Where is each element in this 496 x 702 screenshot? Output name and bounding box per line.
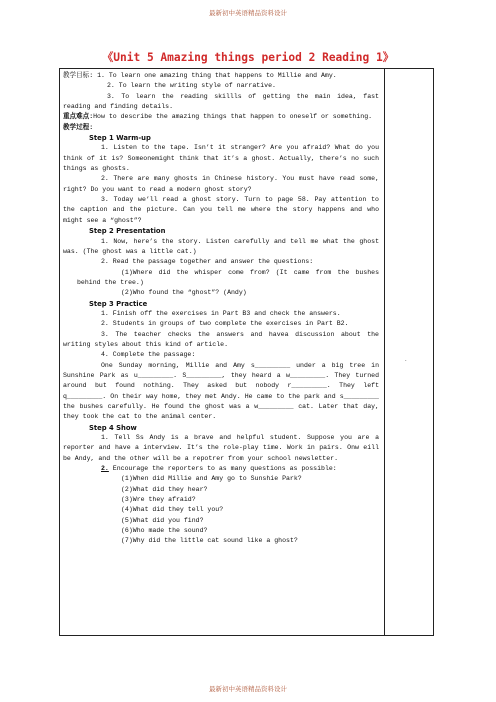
step3-item-2: 2. Students in groups of two complete the exercises in Part B2.	[101, 320, 349, 328]
step4-question-4: (4)What did they tell you?	[121, 506, 224, 514]
page-footer: 最新初中英语精品资料设计	[209, 685, 287, 693]
step3-item-4: 4. Complete the passage:	[101, 351, 196, 359]
step3-passage: One Sunday morning, Millie and Amy s_________ under a big tree in Sunshine Park as u_________. S_________, they heard a w_________. They turned around but found nothing. They asked but nobody r_________. They left q_________. On their way home, they met Andy. He came to the park and s_________ the bushes carefully. He found the ghost was a w_________ cat. Later that day, they took the cat to the animal center.	[63, 361, 379, 421]
step4-question-3: (3)Wre they afraid?	[121, 496, 196, 504]
step2-para-1: 1. Now, here’s the story. Listen carefully and tell me what the ghost was. (The ghost was a little cat.)	[63, 237, 379, 255]
lesson-plan-content	[63, 71, 379, 547]
page-header: 最新初中英语精品资料设计	[209, 9, 287, 17]
objectives-item-2: 2. To learn the writing style of narrative.	[107, 82, 276, 90]
objectives-item-1: 教学目标: 1. To learn one amazing thing that happens to Millie and Amy.	[63, 72, 337, 79]
step4-question-5: (5)What did you find?	[121, 516, 204, 524]
step4-question-2: (2)What did they hear?	[121, 485, 208, 493]
step1-para-3: 3. Today we’ll read a ghost story. Turn to page 58. Pay attention to the caption and the picture. Can you tell me where the story happens and who might see a “ghost”?	[63, 196, 379, 224]
step4-question-6: (6)Who made the sound?	[121, 527, 208, 535]
step2-heading: Step 2 Presentation	[89, 227, 166, 236]
side-mark: .	[404, 356, 408, 363]
step2-para-2: 2. Read the passage together and answer the questions:	[101, 258, 314, 266]
step4-para-1: 1. Tell Ss Andy is a brave and helpful student. Suppose you are a reporter and have a interview. It’s the role-play time. Work in pairs. Onw eill be Andy, and the other will be a repotrer from your school newsletter.	[63, 434, 379, 462]
step4-para-2: 2. Encourage the reporters to as many questions as possible:	[101, 465, 337, 473]
step2-question-1: (1)Where did the whisper come from? (It came from the bushes behind the tree.)	[77, 268, 379, 286]
objectives-item-3: 3. To learn the reading skillls of getting the main idea, fast reading and finding details.	[63, 92, 379, 111]
step3-item-1: 1. Finish off the exercises in Part B3 and check the answers.	[101, 309, 341, 317]
objectives-label: 教学目标:	[63, 72, 94, 79]
lesson-plan-table	[59, 68, 434, 636]
step4-para-2-number: 2.	[101, 465, 109, 473]
step3-heading: Step 3 Practice	[89, 299, 148, 308]
step4-question-7: (7)Why did the little cat sound like a ghost?	[121, 537, 298, 545]
step1-heading: Step 1 Warm-up	[89, 134, 151, 143]
step4-heading: Step 4 Show	[89, 423, 137, 432]
step4-question-1: (1)When did Millie and Amy go to Sunshie Park?	[121, 475, 302, 483]
process-label: 教学过程:	[63, 123, 94, 131]
lesson-title: 《Unit 5 Amazing things period 2 Reading 1》	[102, 51, 394, 64]
keypoints-label: 重点难点:	[63, 113, 94, 121]
step2-question-2: (2)Who found the “ghost”? (Andy)	[121, 289, 247, 297]
step3-item-3: 3. The teacher checks the answers and havea discussion about the writing styles about this kind of article.	[63, 330, 379, 348]
keypoints: 重点难点:How to describe the amazing things that happen to oneself or something.	[63, 113, 373, 121]
column-divider	[384, 69, 385, 635]
step1-para-1: 1. Listen to the tape. Isn’t it stranger? Are you afraid? What do you think of it is? Someonemight think that it’s a ghost. Actually, there’s no such things as ghosts.	[63, 144, 379, 173]
step1-para-2: 2. There are many ghosts in Chinese history. You must have read some, right? Do you want to read a modern ghost story?	[63, 175, 379, 193]
